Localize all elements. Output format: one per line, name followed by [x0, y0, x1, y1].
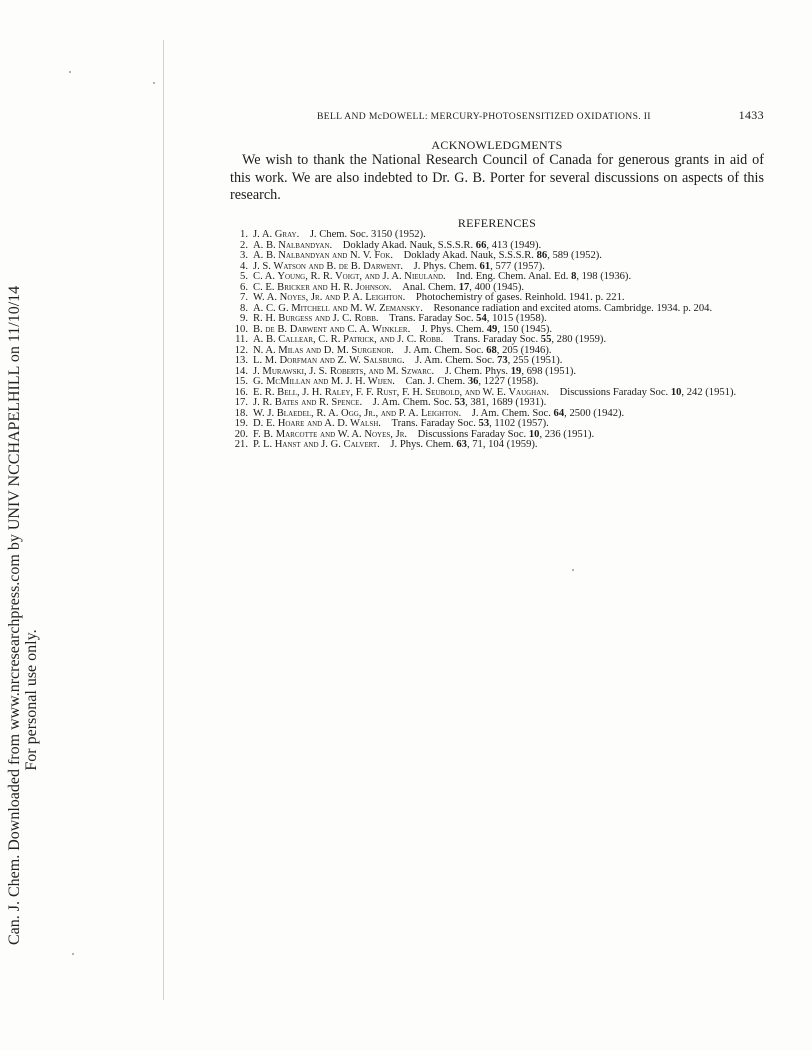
reference-journal: Discussions Faraday Soc. — [559, 386, 671, 398]
reference-pages: , 2500 (1942). — [564, 407, 625, 419]
reference-pages: , 400 (1945). — [469, 281, 525, 293]
reference-volume: 8 — [571, 271, 577, 282]
reference-authors: J. S. Watson and B. de B. Darwent. — [253, 260, 403, 272]
reference-journal: Discussions Faraday Soc. — [417, 428, 529, 440]
reference-authors: C. E. Bricker and H. R. Johnson. — [253, 281, 392, 293]
reference-volume: 61 — [479, 260, 491, 272]
running-head-title: BELL AND McDOWELL: MERCURY-PHOTOSENSITIZED OXIDATIONS. II — [317, 111, 651, 122]
reference-authors: W. A. Noyes, Jr. and P. A. Leighton. — [253, 292, 406, 303]
reference-volume: 10 — [528, 428, 540, 440]
reference-number: 9. — [240, 313, 248, 324]
reference-pages: , 698 (1951). — [521, 365, 577, 377]
reference-volume: 53 — [454, 397, 466, 408]
reference-number: 12. — [234, 344, 248, 356]
reference-volume: 49 — [486, 323, 498, 335]
reference-number: 11. — [235, 334, 248, 345]
reference-pages: , 1102 (1957). — [489, 418, 549, 429]
reference-citation: Resonance radiation and excited atoms. Cambridge. 1934. p. 204. — [433, 302, 713, 314]
reference-pages: , 71, 104 (1959). — [466, 439, 538, 450]
reference-journal: Doklady Akad. Nauk, S.S.S.R. — [403, 250, 537, 261]
scan-edge-line — [163, 40, 164, 1000]
reference-pages: , 1015 (1958). — [486, 313, 547, 324]
reference-number: 18. — [234, 407, 248, 419]
reference-authors: G. McMillan and M. J. H. Wijen. — [253, 376, 395, 387]
reference-journal: Can. J. Chem. — [405, 376, 468, 387]
reference-volume: 63 — [456, 439, 467, 450]
reference-volume: 10 — [670, 386, 682, 398]
reference-authors: L. M. Dorfman and Z. W. Salsburg. — [253, 355, 405, 366]
reference-number: 16. — [234, 386, 248, 398]
reference-journal: J. Phys. Chem. — [413, 260, 480, 272]
reference-number: 4. — [240, 260, 248, 272]
reference-number: 17. — [234, 397, 248, 408]
reference-pages: , 205 (1946). — [496, 344, 552, 356]
download-notice-line-1: Can. J. Chem. Downloaded from www.nrcresearchpress.com by UNIV NCCHAPELHILL on 11/10/14 — [6, 285, 23, 945]
acknowledgments-heading: ACKNOWLEDGMENTS — [431, 138, 563, 152]
reference-pages: , 589 (1952). — [547, 250, 602, 261]
reference-authors: J. R. Bates and R. Spence. — [253, 397, 363, 408]
reference-journal: J. Phys. Chem. — [390, 439, 457, 450]
reference-number: 7. — [240, 292, 248, 303]
reference-journal: Doklady Akad. Nauk, S.S.S.R. — [342, 239, 476, 251]
scan-speck — [572, 569, 574, 571]
reference-authors: R. H. Burgess and J. C. Robb. — [253, 313, 379, 324]
reference-volume: 64 — [553, 407, 565, 419]
reference-authors: N. A. Milas and D. M. Surgenor. — [253, 344, 394, 356]
reference-authors: E. R. Bell, J. H. Raley, F. F. Rust, F. H. Seubold, and W. E. Vaughan. — [253, 386, 549, 398]
reference-volume: 86 — [536, 250, 548, 261]
reference-volume: 17 — [458, 281, 470, 293]
reference-volume: 55 — [540, 334, 552, 345]
reference-journal: Trans. Faraday Soc. — [391, 418, 479, 429]
reference-volume: 53 — [478, 418, 490, 429]
reference-number: 8. — [240, 302, 248, 314]
reference-number: 5. — [240, 271, 248, 282]
scan-speck — [153, 82, 155, 84]
reference-authors: D. E. Hoare and A. D. Walsh. — [253, 418, 381, 429]
reference-pages: , 236 (1951). — [539, 428, 595, 440]
reference-number: 2. — [240, 239, 248, 251]
reference-number: 6. — [240, 281, 248, 293]
reference-journal: J. Chem. Phys. — [444, 365, 511, 377]
reference-number: 13. — [234, 355, 248, 366]
scan-speck — [69, 71, 71, 73]
reference-citation: J. Chem. Soc. 3150 (1952). — [309, 229, 426, 240]
references-list — [230, 230, 764, 451]
reference-volume: 66 — [475, 239, 487, 251]
reference-volume: 36 — [467, 376, 479, 387]
reference-journal: Ind. Eng. Chem. Anal. Ed. — [456, 271, 572, 282]
reference-number: 3. — [240, 250, 248, 261]
reference-pages: , 242 (1951). — [681, 386, 737, 398]
reference-journal: Trans. Faraday Soc. — [453, 334, 541, 345]
reference-number: 15. — [234, 376, 248, 387]
reference-pages: , 255 (1951). — [507, 355, 563, 366]
reference-number: 10. — [234, 323, 248, 335]
reference-authors: A. B. Nalbandyan. — [253, 239, 333, 251]
reference-journal: J. Am. Chem. Soc. — [471, 407, 554, 419]
reference-pages: , 413 (1949). — [486, 239, 542, 251]
reference-volume: 68 — [486, 344, 497, 356]
reference-authors: A. B. Nalbandyan and N. V. Fok. — [253, 250, 393, 261]
reference-number: 19. — [234, 418, 248, 429]
reference-authors: J. A. Gray. — [253, 229, 300, 240]
reference-volume: 73 — [497, 355, 508, 366]
reference-journal: J. Am. Chem. Soc. — [415, 355, 498, 366]
running-header — [230, 108, 764, 124]
reference-pages: , 381, 1689 (1931). — [465, 397, 547, 408]
reference-number: 21. — [234, 439, 248, 450]
reference-volume: 54 — [476, 313, 487, 324]
reference-number: 20. — [234, 428, 248, 440]
reference-item — [230, 440, 764, 451]
reference-authors: C. A. Young, R. R. Voigt, and J. A. Nieuland. — [253, 271, 446, 282]
reference-pages: , 280 (1959). — [551, 334, 607, 345]
reference-journal: J. Am. Chem. Soc. — [372, 397, 455, 408]
reference-pages: , 198 (1936). — [576, 271, 632, 282]
reference-authors: J. Murawski, J. S. Roberts, and M. Szwarc. — [253, 365, 435, 377]
reference-volume: 19 — [510, 365, 522, 377]
acknowledgments-paragraph: We wish to thank the National Research Council of Canada for generous grants in aid of this work. We are also indebted to Dr. G. B. Porter for several discussions on aspects of this research. — [230, 152, 764, 203]
reference-number: 1. — [240, 229, 248, 240]
reference-journal: J. Phys. Chem. — [420, 323, 487, 335]
reference-journal: J. Am. Chem. Soc. — [404, 344, 487, 356]
reference-authors: A. B. Callear, C. R. Patrick, and J. C. Robb. — [253, 334, 444, 345]
reference-number: 14. — [234, 365, 248, 377]
references-heading: REFERENCES — [457, 216, 537, 230]
download-notice-line-2: For personal use only. — [23, 629, 40, 771]
reference-pages: , 150 (1945). — [497, 323, 553, 335]
reference-authors: F. B. Marcotte and W. A. Noyes, Jr. — [253, 428, 408, 440]
reference-authors: W. J. Blaedel, R. A. Ogg, Jr., and P. A. Leighton. — [253, 407, 462, 419]
reference-journal: Trans. Faraday Soc. — [389, 313, 477, 324]
reference-journal: Anal. Chem. — [402, 281, 459, 293]
reference-citation: Photochemistry of gases. Reinhold. 1941. p. 221. — [415, 292, 625, 303]
page-number: 1433 — [738, 108, 764, 122]
reference-pages: , 577 (1957). — [490, 260, 545, 272]
reference-authors: P. L. Hanst and J. G. Calvert. — [253, 439, 380, 450]
reference-pages: , 1227 (1958). — [478, 376, 539, 387]
scan-speck — [72, 953, 74, 955]
reference-authors: B. de B. Darwent and C. A. Winkler. — [253, 323, 411, 335]
reference-authors: A. C. G. Mitchell and M. W. Zemansky. — [253, 302, 423, 314]
